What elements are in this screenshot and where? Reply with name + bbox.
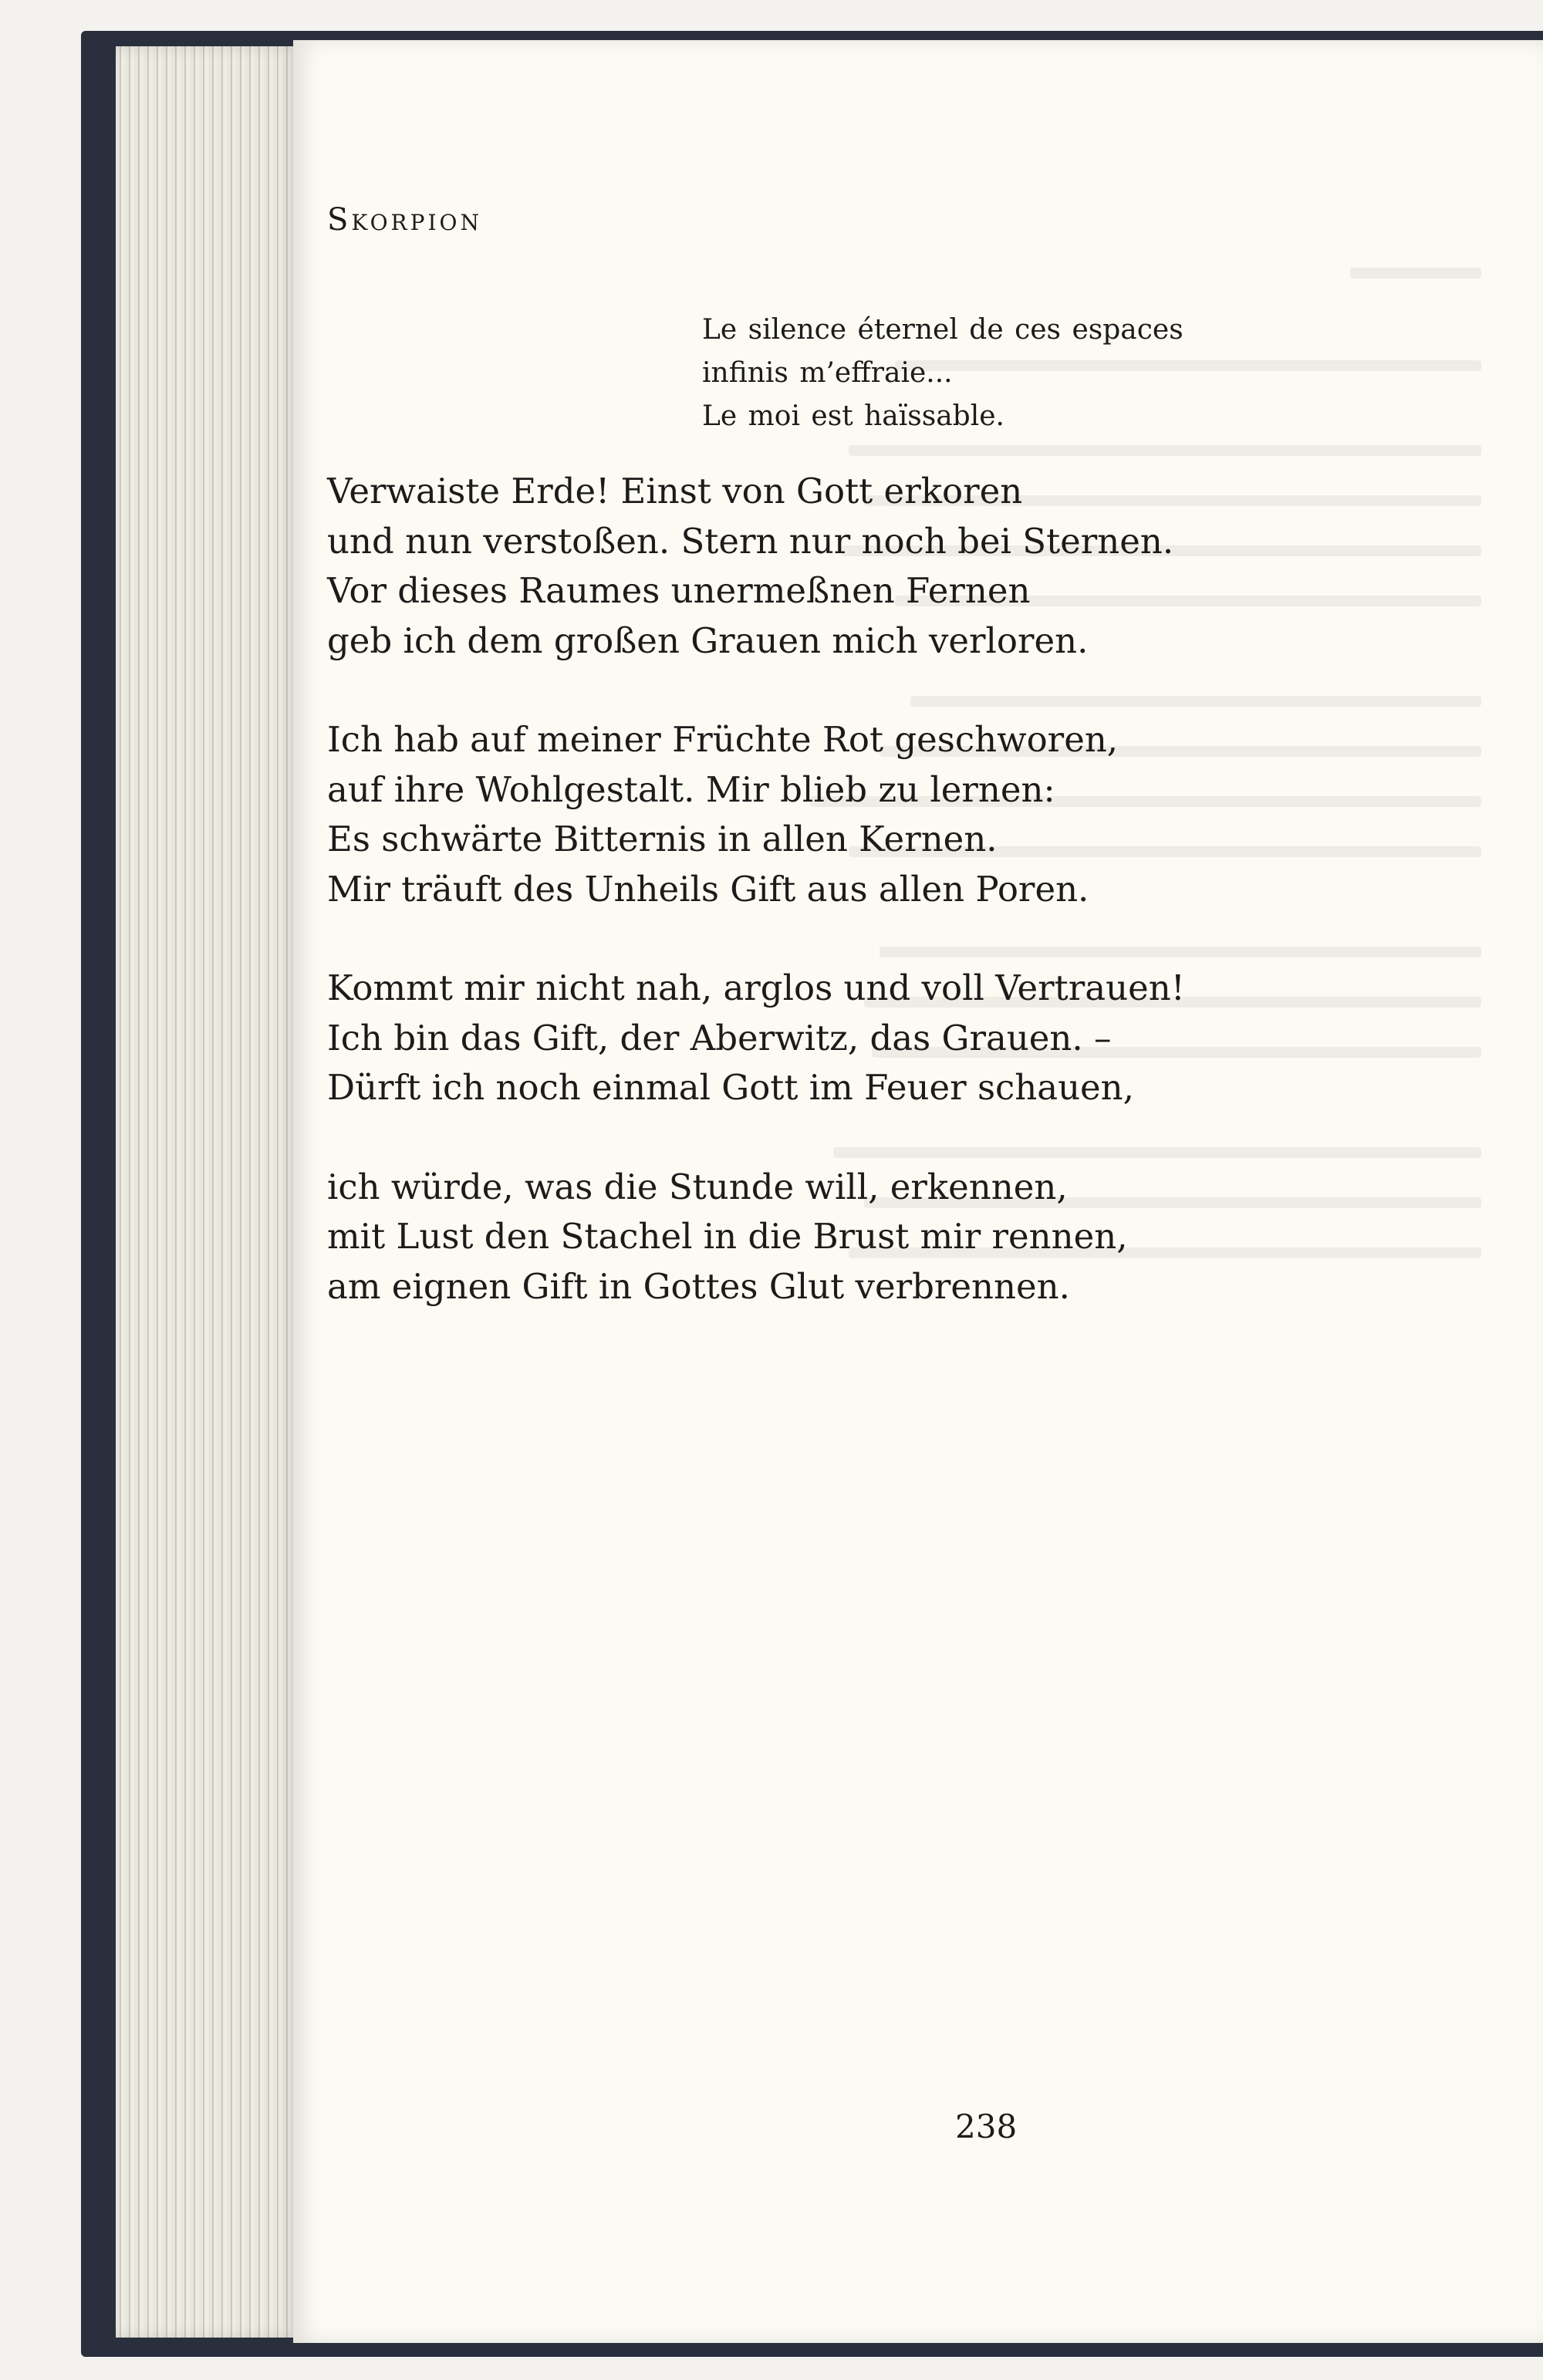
verse-line: und nun verstoßen. Stern nur noch bei Sternen. [327,520,1174,562]
verse-line: Ich hab auf meiner Früchte Rot geschworen, [327,719,1119,760]
verse-line: Ich bin das Gift, der Aberwitz, das Grauen. – [327,1017,1112,1058]
page-edges [116,46,297,2338]
verse-line: ich würde, was die Stunde will, erkennen, [327,1166,1068,1207]
stanza-1 [327,467,1185,666]
poem-body [327,467,1185,1361]
epigraph-line: Le silence éternel de ces espaces [702,314,1183,346]
verse-line: geb ich dem großen Grauen mich verloren. [327,619,1089,661]
verse-line: Verwaiste Erde! Einst von Gott erkoren [327,471,1023,511]
stanza-2 [327,715,1185,914]
verse-line: Es schwärte Bitternis in allen Kernen. [327,819,998,859]
verse-line: Vor dieses Raumes unermeßnen Fernen [327,570,1031,611]
page-number: 238 [955,2108,1018,2145]
epigraph-line: infinis m’effraie... [702,357,953,389]
epigraph-line: Le moi est haïssable. [702,400,1004,432]
verse-line: Kommt mir nicht nah, arglos und voll Vertrauen! [327,967,1185,1008]
verse-line: am eignen Gift in Gottes Glut verbrennen. [327,1265,1070,1307]
running-head: Skorpion [327,202,482,238]
verse-line: Dürft ich noch einmal Gott im Feuer schauen, [327,1067,1134,1108]
verse-line: auf ihre Wohlgestalt. Mir blieb zu lernen: [327,768,1055,810]
stanza-3 [327,964,1185,1113]
epigraph [702,309,1258,438]
verse-line: mit Lust den Stachel in die Brust mir rennen, [327,1216,1128,1257]
verse-line: Mir träuft des Unheils Gift aus allen Poren. [327,868,1089,910]
stanza-4 [327,1163,1185,1312]
